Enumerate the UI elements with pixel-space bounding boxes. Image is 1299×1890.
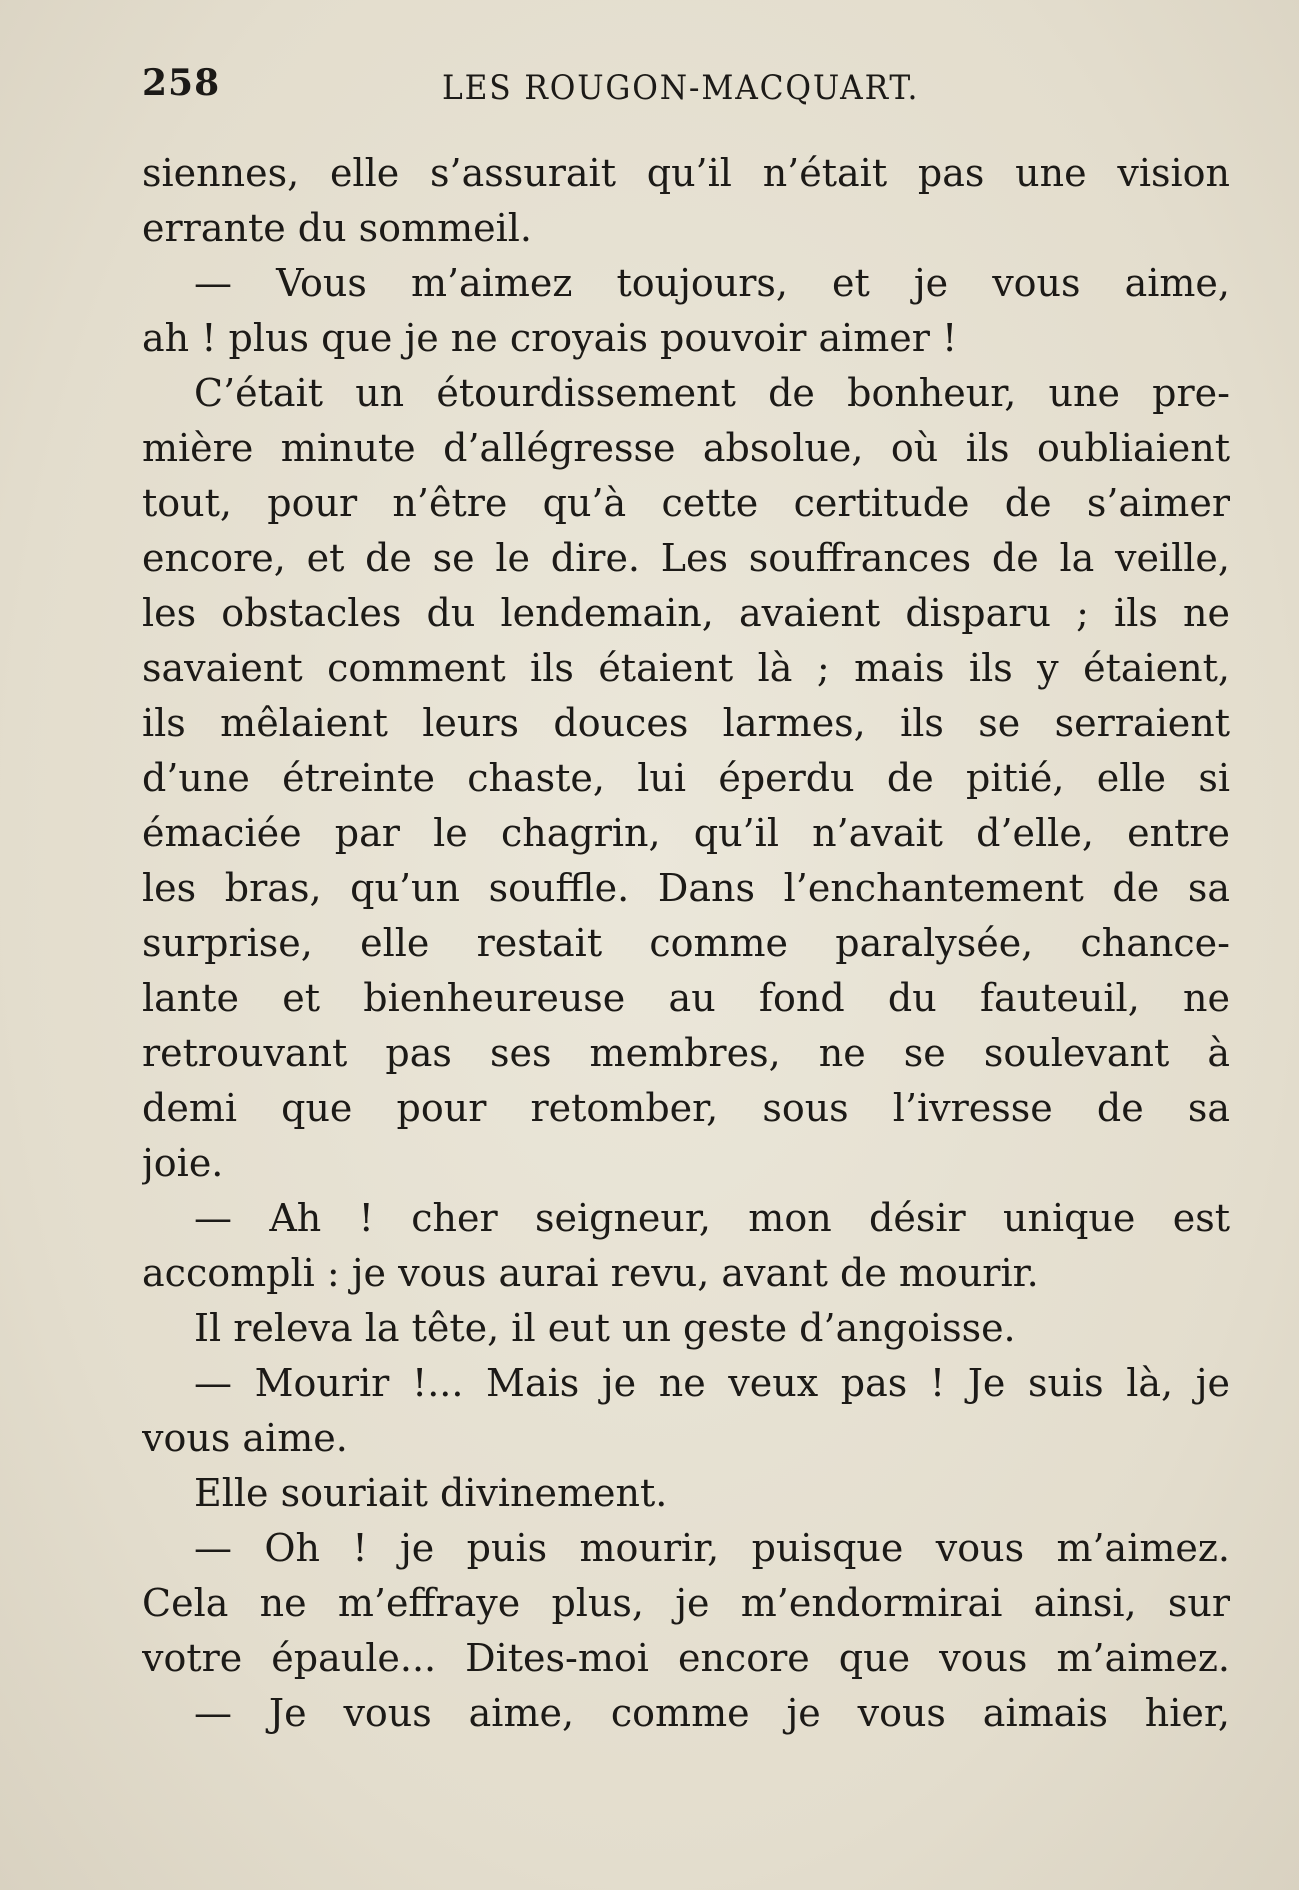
text-line: votre épaule... Dites-moi encore que vous m’aimez. — [142, 1636, 1230, 1680]
text-line: vous aime. — [142, 1416, 348, 1460]
text-line: retrouvant pas ses membres, ne se soulevant à — [142, 1031, 1230, 1075]
text-line: Elle souriait divinement. — [194, 1471, 668, 1515]
text-line: surprise, elle restait comme paralysée, chance- — [142, 921, 1230, 965]
body-text — [142, 146, 1230, 1741]
text-line: — Vous m’aimez toujours, et je vous aime, — [194, 261, 1230, 305]
text-line: — Mourir !... Mais je ne veux pas ! Je suis là, je — [194, 1361, 1230, 1405]
text-line: — Oh ! je puis mourir, puisque vous m’aimez. — [194, 1526, 1230, 1570]
text-line: Cela ne m’effraye plus, je m’endormirai ainsi, sur — [142, 1581, 1230, 1625]
text-line: demi que pour retomber, sous l’ivresse de sa — [142, 1086, 1230, 1130]
text-line: siennes, elle s’assurait qu’il n’était pas une vision — [142, 151, 1230, 195]
text-line: les bras, qu’un souffle. Dans l’enchantement de sa — [142, 866, 1230, 910]
text-line: C’était un étourdissement de bonheur, une pre- — [194, 371, 1230, 415]
text-line: — Ah ! cher seigneur, mon désir unique est — [194, 1196, 1230, 1240]
page-header — [142, 62, 1232, 122]
text-line: tout, pour n’être qu’à cette certitude de s’aimer — [142, 481, 1230, 525]
page-number: 258 — [142, 62, 221, 104]
running-title: LES ROUGON-MACQUART. — [442, 68, 920, 108]
text-line: errante du sommeil. — [142, 206, 532, 250]
text-line: émaciée par le chagrin, qu’il n’avait d’elle, entre — [142, 811, 1230, 855]
text-line: mière minute d’allégresse absolue, où ils oubliaient — [142, 426, 1230, 470]
text-line: accompli : je vous aurai revu, avant de mourir. — [142, 1251, 1039, 1295]
text-line: joie. — [142, 1141, 224, 1185]
text-line: d’une étreinte chaste, lui éperdu de pitié, elle si — [142, 756, 1230, 800]
text-line: ils mêlaient leurs douces larmes, ils se serraient — [142, 701, 1230, 745]
text-line: savaient comment ils étaient là ; mais ils y étaient, — [142, 646, 1230, 690]
text-line: les obstacles du lendemain, avaient disparu ; ils ne — [142, 591, 1230, 635]
text-line: ah ! plus que je ne croyais pouvoir aimer ! — [142, 316, 958, 360]
text-line: Il releva la tête, il eut un geste d’angoisse. — [194, 1306, 1016, 1350]
text-line: — Je vous aime, comme je vous aimais hier, — [194, 1691, 1230, 1735]
text-line: encore, et de se le dire. Les souffrances de la veille, — [142, 536, 1230, 580]
text-line: lante et bienheureuse au fond du fauteuil, ne — [142, 976, 1230, 1020]
